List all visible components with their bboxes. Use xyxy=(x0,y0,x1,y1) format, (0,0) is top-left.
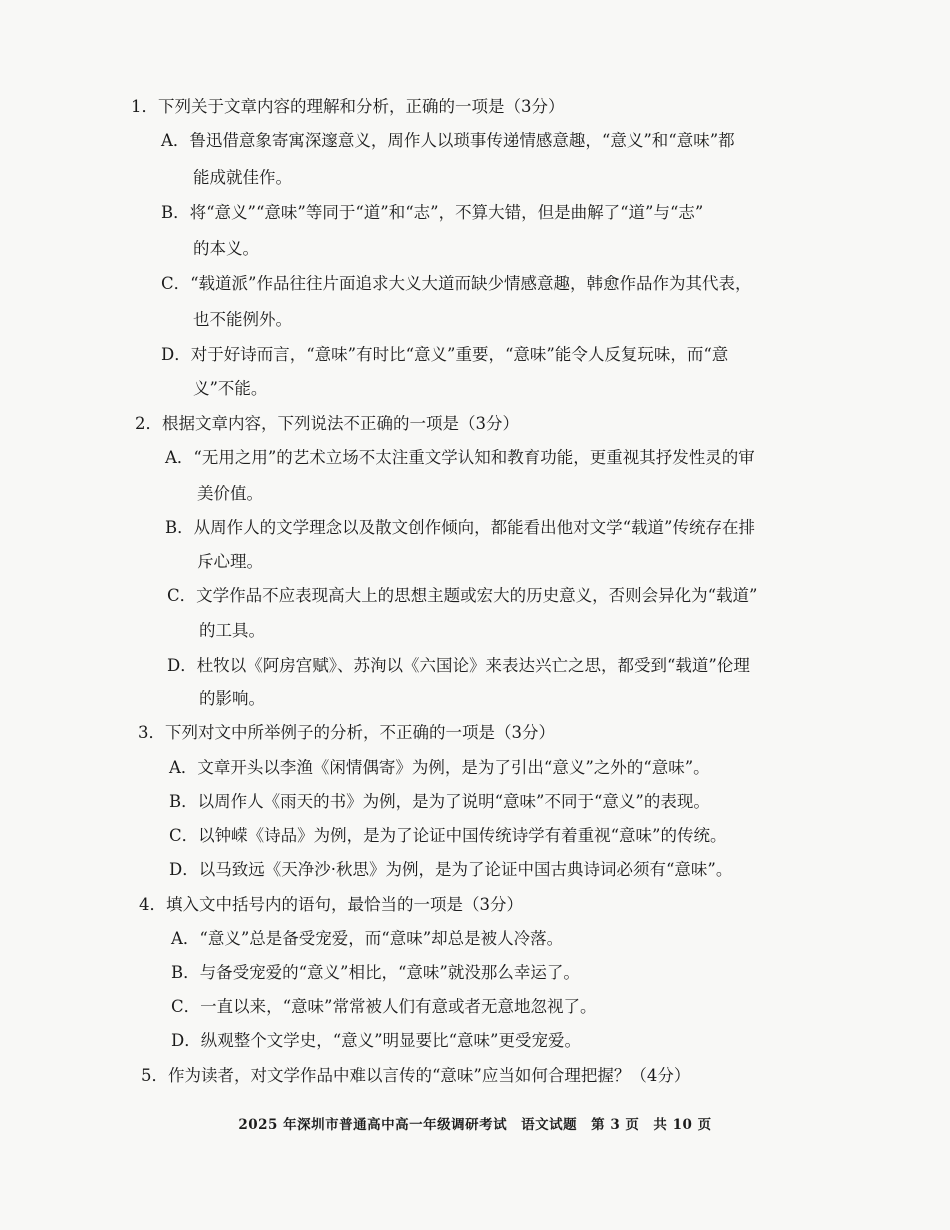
question-2-option-b: B．从周作人的文学理念以及散文创作倾向，都能看出他对文学“载道”传统存在排 xyxy=(165,518,755,537)
question-3-option-d: D．以马致远《天净沙·秋思》为例，是为了论证中国古典诗词必须有“意味”。 xyxy=(169,860,733,879)
question-3-stem: 3．下列对文中所举例子的分析，不正确的一项是（3分） xyxy=(138,723,555,742)
question-4-option-d: D．纵观整个文学史，“意义”明显要比“意味”更受宠爱。 xyxy=(171,1031,581,1050)
question-4-option-b: B．与备受宠爱的“意义”相比，“意味”就没那么幸运了。 xyxy=(171,963,580,982)
question-1-option-c-cont: 也不能例外。 xyxy=(193,310,292,329)
question-3-option-b: B．以周作人《雨天的书》为例，是为了说明“意味”不同于“意义”的表现。 xyxy=(169,792,710,811)
question-2-option-c: C．文学作品不应表现高大上的思想主题或宏大的历史意义，否则会异化为“载道” xyxy=(167,586,758,605)
question-4-option-c: C．一直以来，“意味”常常被人们有意或者无意地忽视了。 xyxy=(171,997,597,1016)
question-1-option-d: D．对于好诗而言，“意味”有时比“意义”重要，“意味”能令人反复玩味，而“意 xyxy=(161,345,729,364)
question-3-option-c: C．以钟嵘《诗品》为例，是为了论证中国传统诗学有着重视“意味”的传统。 xyxy=(169,826,727,845)
question-4-stem: 4．填入文中括号内的语句，最恰当的一项是（3分） xyxy=(139,895,523,914)
question-1-option-a-cont: 能成就佳作。 xyxy=(193,168,292,187)
question-1-option-d-cont: 义”不能。 xyxy=(193,379,268,398)
question-2-stem: 2．根据文章内容，下列说法不正确的一项是（3分） xyxy=(135,414,519,433)
question-1-stem: 1．下列关于文章内容的理解和分析，正确的一项是（3分） xyxy=(131,97,565,116)
page-footer: 2025 年深圳市普通高中高一年级调研考试 语文试题 第 3 页 共 10 页 xyxy=(238,1117,712,1133)
question-5-stem: 5．作为读者，对文学作品中难以言传的“意味”应当如何合理把握？（4分） xyxy=(141,1066,691,1085)
question-1-option-a: A．鲁迅借意象寄寓深邃意义，周作人以琐事传递情感意趣，“意义”和“意味”都 xyxy=(161,131,735,150)
question-2-option-a-cont: 美价值。 xyxy=(197,484,263,503)
question-4-option-a: A．“意义”总是备受宠爱，而“意味”却总是被人冷落。 xyxy=(171,929,564,948)
question-3-option-a: A．文章开头以李渔《闲情偶寄》为例，是为了引出“意义”之外的“意味”。 xyxy=(169,758,710,777)
question-1-option-c: C．“载道派”作品往往片面追求大义大道而缺少情感意趣，韩愈作品作为其代表， xyxy=(161,274,752,293)
question-1-option-b-cont: 的本义。 xyxy=(193,239,259,258)
question-2-option-c-cont: 的工具。 xyxy=(199,621,265,640)
question-2-option-d-cont: 的影响。 xyxy=(199,689,265,708)
question-1-option-b: B．将“意义”“意味”等同于“道”和“志”，不算大错，但是曲解了“道”与“志” xyxy=(161,203,704,222)
question-2-option-a: A．“无用之用”的艺术立场不太注重文学认知和教育功能，更重视其抒发性灵的审 xyxy=(165,448,755,467)
question-2-option-b-cont: 斥心理。 xyxy=(197,552,263,571)
question-2-option-d: D．杜牧以《阿房宫赋》、苏洵以《六国论》来表达兴亡之思，都受到“载道”伦理 xyxy=(167,656,750,675)
